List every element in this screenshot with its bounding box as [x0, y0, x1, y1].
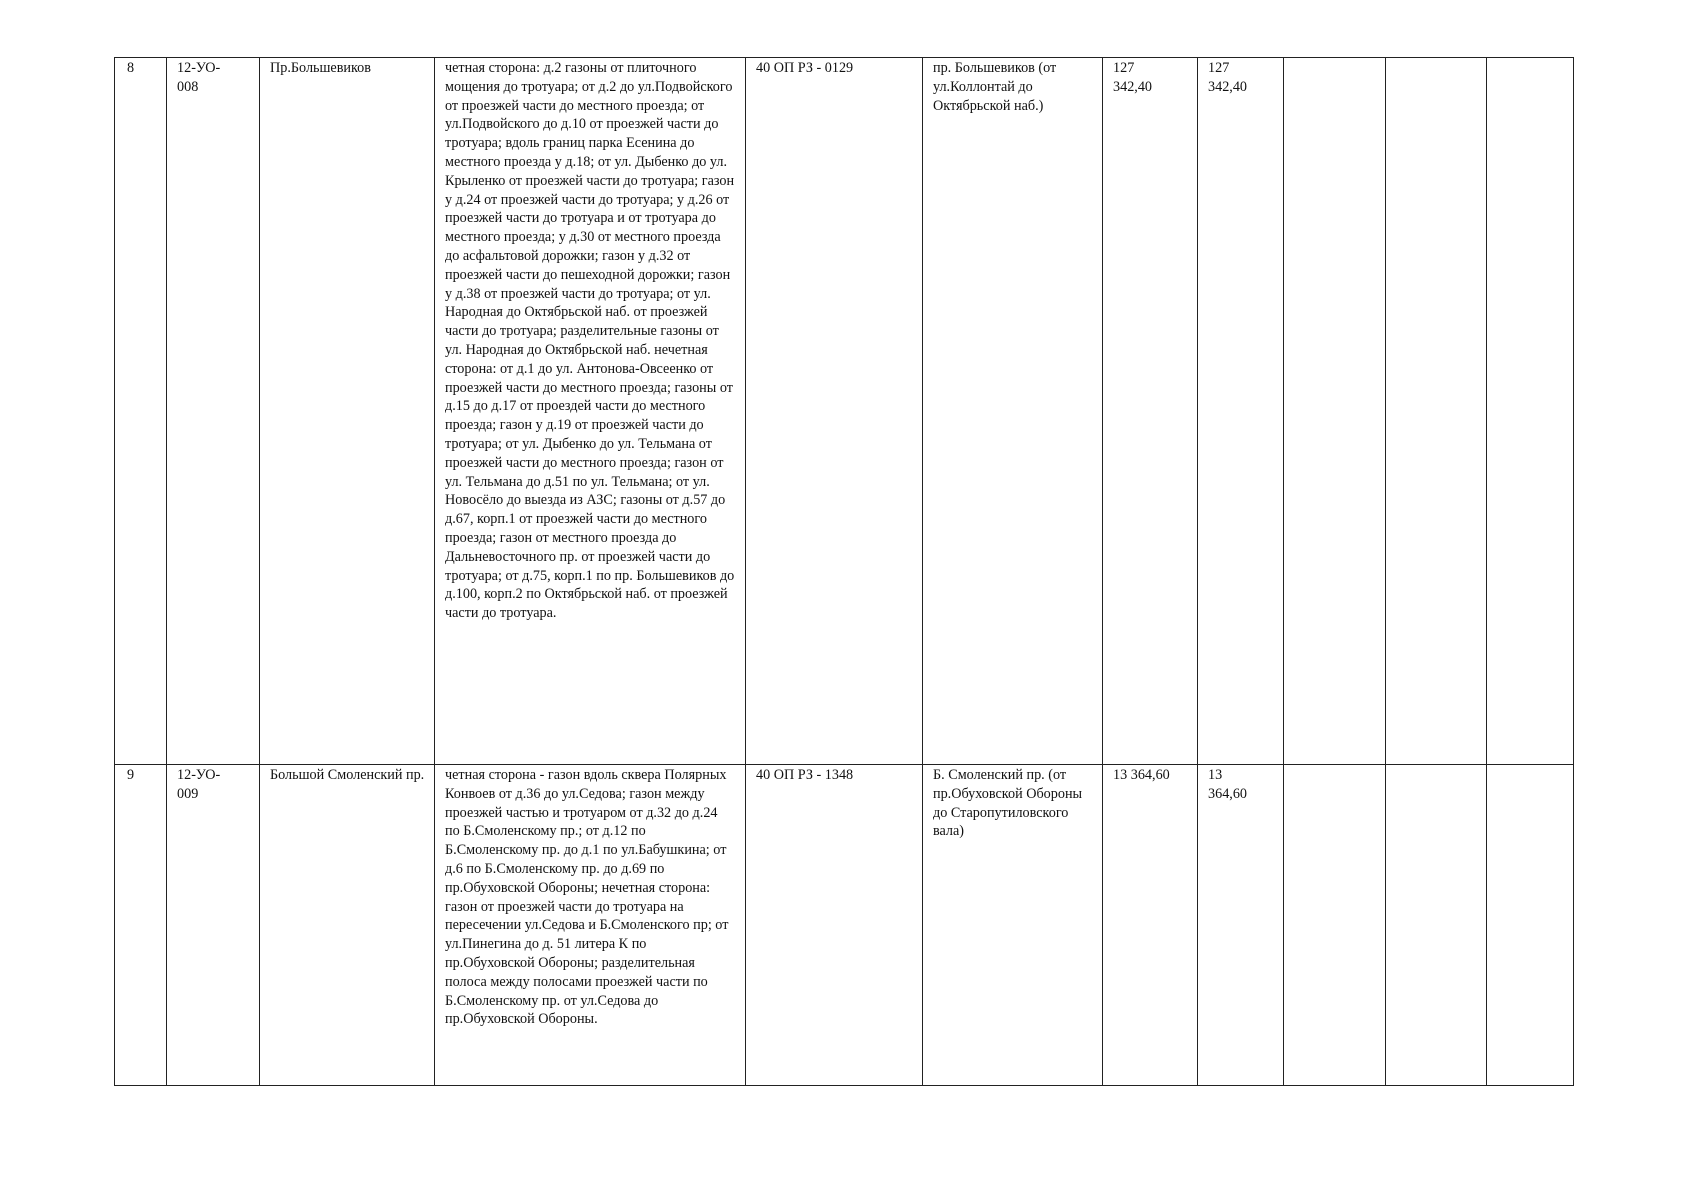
area-lawn [1198, 765, 1284, 1086]
area-lawn [1198, 58, 1284, 765]
object-code [167, 765, 260, 1086]
area-lawn-text: 127 342,40 [1208, 60, 1248, 95]
object-name: Большой Смоленский пр. [260, 765, 435, 1086]
empty-cell [1386, 58, 1487, 765]
object-name: Пр.Большевиков [260, 58, 435, 765]
table-row [115, 765, 1574, 1086]
object-code [167, 58, 260, 765]
row-number: 9 [115, 765, 167, 1086]
road-section: Б. Смоленский пр. (от пр.Обуховской Обороны до Старопутиловского вала) [923, 765, 1103, 1086]
area-total [1103, 58, 1198, 765]
row-number: 8 [115, 58, 167, 765]
object-code-text: 12-УО- 008 [177, 60, 221, 95]
empty-cell [1284, 58, 1386, 765]
empty-cell [1487, 58, 1574, 765]
road-id: 40 ОП РЗ - 1348 [746, 765, 923, 1086]
empty-cell [1386, 765, 1487, 1086]
area-description: четная сторона - газон вдоль сквера Полярных Конвоев от д.36 до ул.Седова; газон между проезжей частью и тротуаром от д.32 до д.24 по Б.Смоленскому пр.; от д.12 по Б.Смоленскому пр. до д.1 по ул.Бабушкина; от д.6 по Б.Смоленскому пр. до д.69 по пр.Обуховской Обороны; нечетная сторона: газон от проезжей части до тротуара на пересечении ул.Седова и Б.Смоленского пр; от ул.Пинегина до д. 51 литера К по пр.Обуховской Обороны; разделительная полоса между полосами проезжей части по Б.Смоленскому пр. от ул.Седова до пр.Обуховской Обороны. [435, 765, 746, 1086]
area-total [1103, 765, 1198, 1086]
empty-cell [1284, 765, 1386, 1086]
road-section: пр. Большевиков (от ул.Коллонтай до Октябрьской наб.) [923, 58, 1103, 765]
road-id: 40 ОП РЗ - 0129 [746, 58, 923, 765]
roads-table [114, 57, 1574, 1086]
area-description: четная сторона: д.2 газоны от плиточного мощения до тротуара; от д.2 до ул.Подвойского от проезжей части до местного проезда; от ул.Подвойского до д.10 от проезжей части до тротуара; вдоль границ парка Есенина до местного проезда у д.18; от ул. Дыбенко до ул. Крыленко от проезжей части до тротуара; газон у д.24 от проезжей части до тротуара; у д.26 от проезжей части до тротуара и от тротуара до местного проезда; у д.30 от местного проезда до асфальтовой дорожки; газон у д.32 от проезжей части до пешеходной дорожки; газон у д.38 от проезжей части до тротуара; от ул. Народная до Октябрьской наб. от проезжей части до тротуара; разделительные газоны от ул. Народная до Октябрьской наб. нечетная сторона: от д.1 до ул. Антонова-Овсеенко от проезжей части до местного проезда; газоны от д.15 до д.17 от проездей части до местного проезда; газон у д.19 от проезжей части до тротуара; от ул. Дыбенко до ул. Тельмана от проезжей части до местного проезда; газон от ул. Тельмана до д.51 по ул. Тельмана; от ул. Новосёло до выезда из АЗС; газоны от д.57 до д.67, корп.1 от проезжей части до местного проезда; газон от местного проезда до Дальневосточного пр. от проезжей части до тротуара; от д.75, корп.1 по пр. Большевиков до д.100, корп.2 по Октябрьской наб. от проезжей части до тротуара. [435, 58, 746, 765]
empty-cell [1487, 765, 1574, 1086]
table-row [115, 58, 1574, 765]
area-lawn-text: 13 364,60 [1208, 767, 1248, 802]
object-code-text: 12-УО- 009 [177, 767, 221, 802]
area-total-text: 13 364,60 [1113, 767, 1170, 783]
area-total-text: 127 342,40 [1113, 60, 1153, 95]
